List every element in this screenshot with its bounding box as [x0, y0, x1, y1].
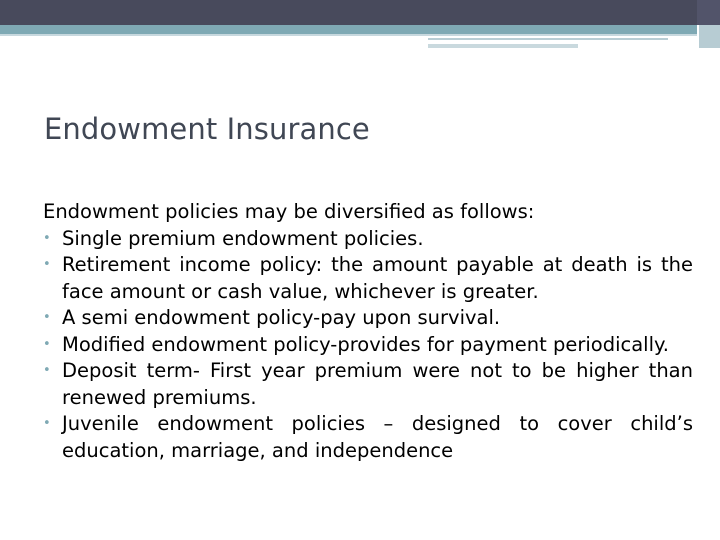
bullet-icon: • — [43, 230, 51, 246]
list-item-text: Retirement income policy: the amount payable at death is the face amount or cash value, whichever is greater. — [62, 253, 693, 303]
bullet-icon: • — [43, 416, 51, 431]
list-item — [43, 305, 693, 332]
list-item-text: Juvenile endowment policies – designed to cover child’s education, marriage, and independence — [62, 412, 693, 462]
bullet-icon: • — [43, 310, 51, 325]
bullet-icon: • — [43, 336, 51, 352]
slide-body — [43, 199, 693, 464]
slide-title: Endowment Insurance — [44, 112, 370, 146]
list-item-text: A semi endowment policy-pay upon survival. — [62, 306, 501, 329]
list-item — [43, 411, 693, 464]
bullet-icon: • — [43, 257, 51, 272]
header-stripe — [428, 38, 668, 40]
header-stripe-short — [428, 44, 578, 48]
header-corner-block — [697, 0, 720, 48]
list-item-text: Modified endowment policy-provides for payment periodically. — [62, 332, 669, 356]
bullet-icon: • — [43, 363, 51, 378]
list-item — [43, 226, 693, 253]
header-divider — [0, 34, 720, 36]
intro-text: Endowment policies may be diversified as follows: — [43, 200, 535, 223]
list-item — [43, 332, 693, 359]
header-band — [0, 0, 720, 25]
list-item-text: Deposit term- First year premium were not to be higher than renewed premiums. — [62, 359, 693, 409]
bullet-list — [43, 226, 693, 465]
list-item — [43, 358, 693, 411]
list-item — [43, 252, 693, 305]
list-item-text: Single premium endowment policies. — [62, 226, 424, 250]
header-accent-band — [0, 25, 720, 34]
